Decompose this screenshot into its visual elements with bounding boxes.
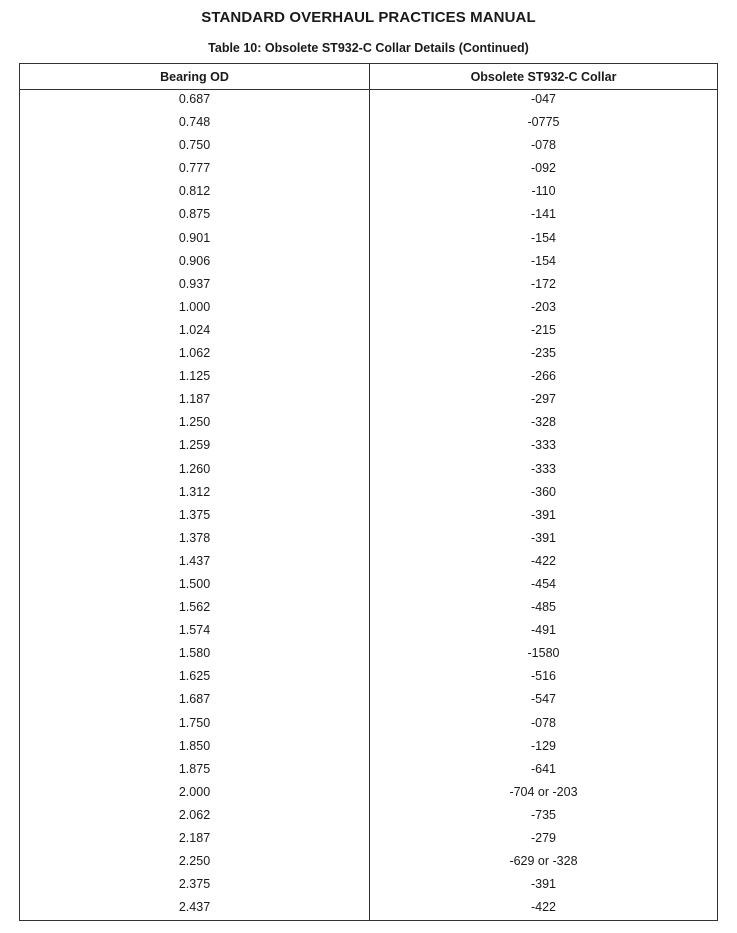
- table-row: [20, 113, 717, 136]
- bearing-od-cell: 1.250: [178, 415, 211, 430]
- collar-cell: -154: [530, 253, 557, 268]
- table-row: [20, 205, 717, 228]
- table-row: [20, 806, 717, 829]
- collar-cell: -297: [530, 392, 557, 407]
- bearing-od-cell: 1.580: [178, 646, 211, 661]
- collar-cell: -391: [530, 530, 557, 545]
- table-row: [20, 506, 717, 529]
- collar-cell: -129: [530, 738, 557, 753]
- collar-details-table: [19, 63, 718, 921]
- table-row: [20, 667, 717, 690]
- bearing-od-cell: 1.187: [178, 392, 211, 407]
- table-row: [20, 275, 717, 298]
- collar-cell: -078: [530, 715, 557, 730]
- bearing-od-cell: 0.937: [178, 276, 211, 291]
- bearing-od-cell: 2.437: [178, 900, 211, 915]
- bearing-od-cell: 2.375: [178, 877, 211, 892]
- collar-cell: -422: [530, 900, 557, 915]
- collar-cell: -547: [530, 692, 557, 707]
- table-row: [20, 829, 717, 852]
- collar-cell: -110: [531, 184, 556, 199]
- bearing-od-cell: 0.748: [178, 115, 211, 130]
- bearing-od-cell: 0.687: [178, 92, 211, 106]
- collar-cell: -328: [530, 415, 557, 430]
- table-row: [20, 760, 717, 783]
- table-row: [20, 436, 717, 459]
- bearing-od-cell: 1.378: [178, 530, 211, 545]
- collar-cell: -454: [530, 576, 557, 591]
- table-row: [20, 367, 717, 390]
- table-row: [20, 529, 717, 552]
- collar-cell: -491: [530, 623, 557, 638]
- bearing-od-cell: 1.500: [178, 576, 211, 591]
- bearing-od-cell: 0.777: [178, 161, 211, 176]
- collar-cell: -0775: [527, 115, 560, 130]
- table-row: [20, 460, 717, 483]
- table-row: [20, 783, 717, 806]
- collar-cell: -333: [530, 438, 557, 453]
- collar-cell: -047: [530, 92, 557, 106]
- table-row: [20, 298, 717, 321]
- bearing-od-cell: 0.875: [178, 207, 211, 222]
- table-row: [20, 413, 717, 436]
- collar-cell: -485: [530, 600, 557, 615]
- table-row: [20, 182, 717, 205]
- bearing-od-cell: 2.187: [178, 831, 211, 845]
- bearing-od-cell: 0.750: [178, 138, 211, 153]
- collar-cell: -422: [530, 553, 557, 568]
- bearing-od-cell: 0.812: [178, 184, 211, 199]
- table-row: [20, 690, 717, 713]
- bearing-od-cell: 1.625: [178, 669, 211, 684]
- table-row: [20, 644, 717, 667]
- bearing-od-cell: 1.850: [178, 738, 211, 753]
- bearing-od-cell: 1.375: [178, 507, 211, 522]
- table-row: [20, 252, 717, 275]
- collar-cell: -629 or -328: [509, 854, 578, 869]
- collar-cell: -141: [530, 207, 557, 222]
- table-row: [20, 898, 717, 921]
- collar-cell: -266: [530, 369, 557, 384]
- table-row: [20, 90, 717, 113]
- bearing-od-cell: 1.260: [178, 461, 211, 476]
- bearing-od-cell: 2.000: [178, 784, 211, 799]
- bearing-od-cell: 0.901: [178, 230, 211, 245]
- table-row: [20, 483, 717, 506]
- table-row: [20, 737, 717, 760]
- table-row: [20, 621, 717, 644]
- table-row: [20, 714, 717, 737]
- table-row: [20, 159, 717, 182]
- table-body: [20, 90, 717, 921]
- table-row: [20, 852, 717, 875]
- table-row: [20, 390, 717, 413]
- collar-cell: -391: [530, 877, 557, 892]
- bearing-od-cell: 0.906: [178, 253, 211, 268]
- collar-cell: -279: [530, 831, 557, 845]
- bearing-od-cell: 1.312: [178, 484, 211, 499]
- collar-cell: -516: [530, 669, 557, 684]
- collar-cell: -1580: [527, 646, 560, 661]
- collar-cell: -735: [530, 807, 557, 822]
- bearing-od-cell: 1.125: [178, 369, 211, 384]
- collar-cell: -092: [530, 161, 557, 176]
- table-row: [20, 575, 717, 598]
- table-row: [20, 321, 717, 344]
- collar-cell: -078: [530, 138, 557, 153]
- header-obsolete-collar: Obsolete ST932-C Collar: [470, 70, 617, 84]
- bearing-od-cell: 1.000: [178, 299, 211, 314]
- bearing-od-cell: 1.259: [178, 438, 211, 453]
- table-row: [20, 875, 717, 898]
- collar-cell: -704 or -203: [509, 784, 578, 799]
- bearing-od-cell: 1.437: [178, 553, 211, 568]
- table-row: [20, 344, 717, 367]
- bearing-od-cell: 2.062: [178, 807, 211, 822]
- bearing-od-cell: 1.562: [178, 600, 211, 615]
- bearing-od-cell: 2.250: [178, 854, 211, 869]
- collar-cell: -641: [530, 761, 557, 776]
- collar-cell: -203: [530, 299, 557, 314]
- table-caption: Table 10: Obsolete ST932-C Collar Details (Continued): [208, 41, 529, 55]
- table-row: [20, 598, 717, 621]
- table-row: [20, 552, 717, 575]
- collar-cell: -391: [530, 507, 557, 522]
- collar-cell: -215: [530, 322, 557, 337]
- collar-cell: -172: [530, 276, 557, 291]
- bearing-od-cell: 1.062: [178, 346, 211, 361]
- table-row: [20, 229, 717, 252]
- table-header-row: [20, 64, 717, 90]
- bearing-od-cell: 1.024: [178, 322, 211, 337]
- document-title: STANDARD OVERHAUL PRACTICES MANUAL: [201, 9, 536, 26]
- bearing-od-cell: 1.875: [178, 761, 211, 776]
- table-row: [20, 136, 717, 159]
- collar-cell: -360: [530, 484, 557, 499]
- collar-cell: -333: [530, 461, 557, 476]
- bearing-od-cell: 1.750: [178, 715, 211, 730]
- bearing-od-cell: 1.687: [178, 692, 211, 707]
- collar-cell: -154: [530, 230, 557, 245]
- bearing-od-cell: 1.574: [178, 623, 211, 638]
- header-bearing-od: Bearing OD: [160, 70, 229, 84]
- collar-cell: -235: [530, 346, 557, 361]
